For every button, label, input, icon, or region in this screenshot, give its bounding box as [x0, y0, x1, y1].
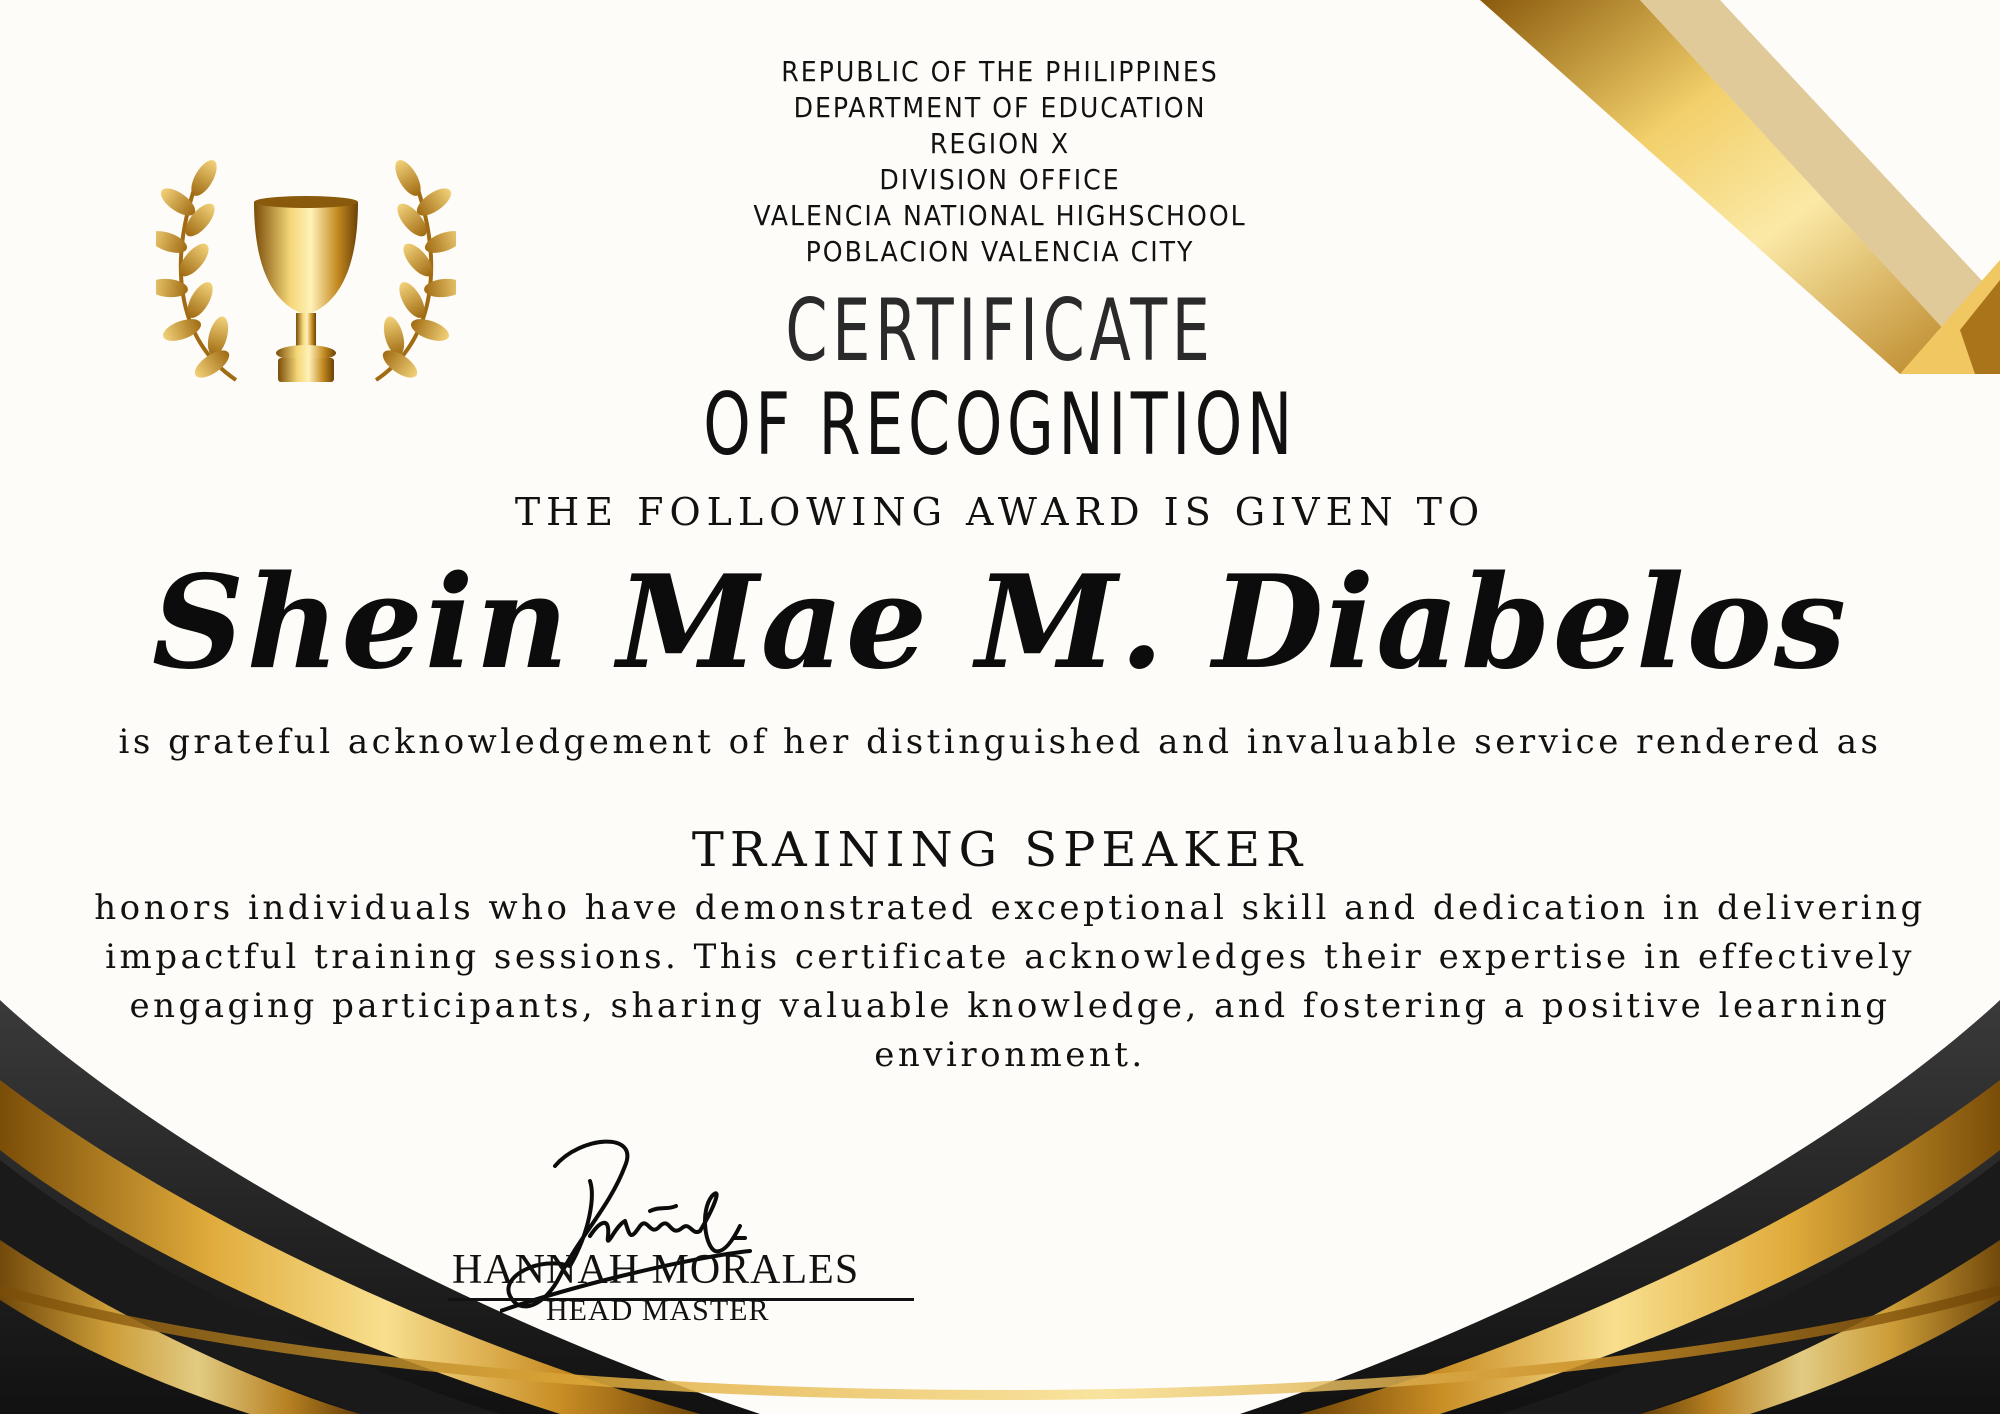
certificate-title-line2: OF RECOGNITION	[703, 375, 1297, 475]
signatory-name: HANNAH MORALES	[452, 1247, 860, 1293]
recipient-name: Shein Mae M. Diabelos	[151, 548, 1849, 698]
certificate-title	[220, 281, 1780, 475]
header-line-region: REGION X	[929, 127, 1071, 160]
header-line-address: POBLACION VALENCIA CITY	[805, 235, 1195, 268]
acknowledgement-text: is grateful acknowledgement of her distinguished and invaluable service rendered as	[118, 722, 1882, 762]
role-title: TRAINING SPEAKER	[691, 822, 1309, 878]
certificate-title-line1: CERTIFICATE	[785, 281, 1215, 381]
header-line-country: REPUBLIC OF THE PHILIPPINES	[781, 55, 1219, 88]
award-given-caption: THE FOLLOWING AWARD IS GIVEN TO	[514, 490, 1486, 534]
institution-header	[0, 54, 2000, 270]
header-line-division: DIVISION OFFICE	[879, 163, 1121, 196]
header-line-department: DEPARTMENT OF EDUCATION	[793, 91, 1207, 124]
header-line-school: VALENCIA NATIONAL HIGHSCHOOL	[753, 199, 1247, 232]
signatory-title: HEAD MASTER	[546, 1294, 770, 1327]
description-text: honors individuals who have demonstrated exceptional skill and dedication in delivering impactful training sessions. This certificate acknowledges their expertise in effectively engaging participants, sharing valuable knowledge, and fostering a positive learning environment.	[94, 888, 1926, 1075]
